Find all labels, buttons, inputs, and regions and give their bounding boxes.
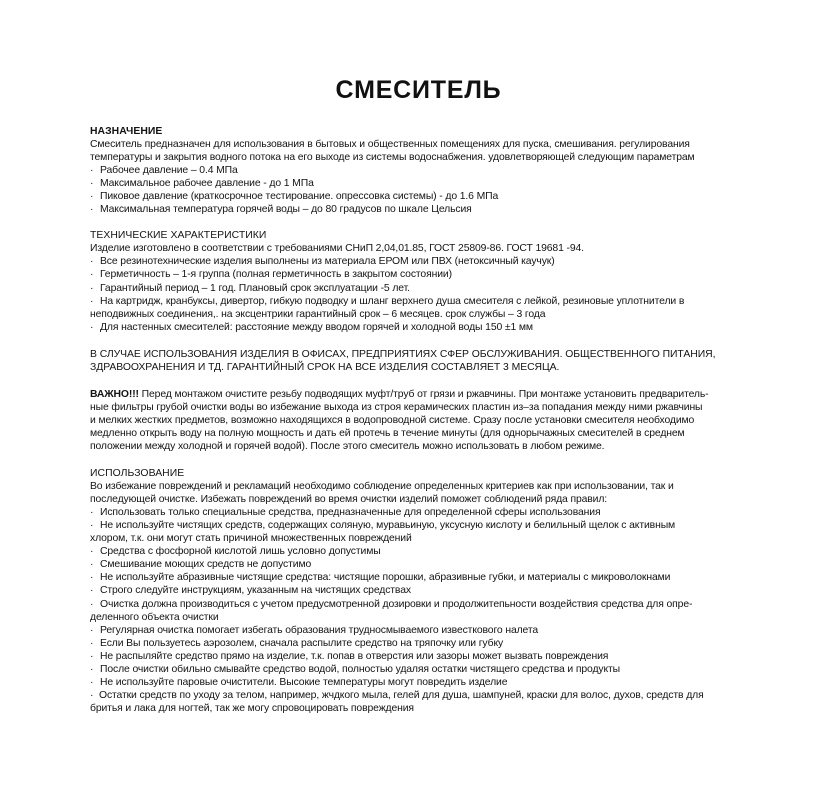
- page-title: СМЕСИТЕЛЬ: [335, 76, 502, 104]
- section-specs: [90, 229, 750, 333]
- list-item-text: Для настенных смесителей: расстояние между вводом горячей и холодной воды 150 ±1 мм: [100, 321, 533, 333]
- spacer: [90, 216, 750, 229]
- list-item-text: Использовать только специальные средства, предназначенные для определенной сферы использования: [100, 507, 601, 519]
- bullet-marker: ·: [90, 572, 94, 584]
- important-notice-line-5: положении между холодной и горячей водой). После этого смеситель можно использовать в любом режиме.: [90, 440, 605, 452]
- bullet-marker: ·: [90, 256, 94, 268]
- section-commercial-notice: [90, 348, 750, 374]
- list-item-text: Максимальное рабочее давление - до 1 МПа: [100, 178, 314, 190]
- list-item: [90, 689, 750, 702]
- list-item-text: Средства с фосфорной кислотой лишь условно допустимы: [100, 546, 381, 558]
- purpose-intro-line-2: температуры и закрытия водного потока на его выходе из системы водоснабжения. удовлетворяющей следующим параметрам: [90, 152, 695, 164]
- important-label: ВАЖНО!!!: [90, 388, 139, 400]
- list-item-text: Пиковое давление (краткосрочное тестирование. опрессовка системы) - до 1.6 МПа: [100, 191, 499, 203]
- bullet-marker: ·: [90, 165, 94, 177]
- list-item-text: Герметичность – 1-я группа (полная герметичность в закрытом состоянии): [100, 269, 452, 281]
- bullet-marker: ·: [90, 676, 94, 688]
- commercial-notice-line-2: ЗДРАВООХРАНЕНИЯ И ТД. ГАРАНТИЙНЫЙ СРОК НА ВСЕ ИЗДЕЛИЯ СОСТАВЛЯЕТ 3 МЕСЯЦА.: [90, 361, 560, 373]
- list-item-text: Не используйте чистящих средств, содержащих соляную, муравьиную, уксусную кислоту и белильный щелок с активным: [100, 520, 676, 532]
- specs-bullet-list: [90, 255, 750, 307]
- purpose-intro-line-1: Смеситель предназначен для использования в бытовых и общественных помещениях для пуска, смешивания. регулирования: [90, 139, 690, 151]
- bullet-marker: ·: [90, 204, 94, 216]
- important-notice-line-3: и мелких жестких предметов, возможно находящихся в водопроводной системе. Сразу после установки смесителя необходимо: [90, 414, 695, 426]
- bullet-marker: ·: [90, 269, 94, 281]
- list-item: [90, 295, 750, 308]
- bullet-marker: ·: [90, 282, 94, 294]
- important-notice-line-4: медленно открыть воду на полную мощность и дать ей протечь в течение минуты (для однорычажных смесителей в среднем: [90, 427, 685, 439]
- list-item: [90, 506, 750, 519]
- list-item: [90, 676, 750, 689]
- list-item: [90, 571, 750, 584]
- list-item: [90, 282, 750, 295]
- list-item: [90, 584, 750, 597]
- list-item-text: Если Вы пользуетесь аэрозолем, сначала распылите средство на тряпочку или губку: [100, 637, 504, 649]
- list-item-text: Не распыляйте средство прямо на изделие, т.к. попав в отверстия или зазоры может вызвать повреждения: [100, 650, 609, 662]
- section-usage: [90, 467, 750, 715]
- list-item: [90, 268, 750, 281]
- important-notice-line-1-text: Перед монтажом очистите резьбу подводящих муфт/труб от грязи и ржавчины. При монтаже установить предваритель-: [138, 388, 709, 400]
- commercial-notice-line-1: В СЛУЧАЕ ИСПОЛЬЗОВАНИЯ ИЗДЕЛИЯ В ОФИСАХ, ПРЕДПРИЯТИЯХ СФЕР ОБСЛУЖИВАНИЯ. ОБЩЕСТВЕННОГО ПИТАНИЯ,: [90, 348, 716, 360]
- bullet-marker: ·: [90, 585, 94, 597]
- spacer: [90, 453, 750, 467]
- list-item: [90, 321, 750, 334]
- list-item-text: Смешивание моющих средств не допустимо: [100, 559, 312, 571]
- specs-cartridge-line-2: неподвижных соединения,. на эксцентрики гарантийный срок – 6 месяцев. срок службы – 3 года: [90, 308, 546, 320]
- list-item: [90, 598, 750, 611]
- list-item: [90, 177, 750, 190]
- bullet-marker: ·: [90, 295, 94, 307]
- section-important-notice: [90, 388, 750, 453]
- important-notice-line-2: ные фильтры грубой очистки воды во избежание выхода из строя керамических пластин из–за попадания между ними ржавчины: [90, 401, 703, 413]
- bullet-marker: ·: [90, 624, 94, 636]
- usage-rule-12-continuation: бритья и лака для ногтей, так же могу спровоцировать повреждения: [90, 702, 414, 714]
- spacer: [90, 334, 750, 348]
- list-item-text: Все резинотехнические изделия выполнены из материала ЕРОМ или ПВХ (нетоксичный каучук): [100, 256, 555, 268]
- bullet-marker: ·: [90, 191, 94, 203]
- bullet-marker: ·: [90, 689, 94, 701]
- bullet-marker: ·: [90, 321, 94, 333]
- list-item-text: Остатки средств по уходу за телом, например, жчдкого мыла, гелей для душа, шампуней, краски для волос, духов, средств для: [99, 689, 704, 701]
- specs-intro: Изделие изготовлено в соответствии с требованиями СНиП 2,04,01.85, ГОСТ 25809-86. ГОСТ 19681 -94.: [90, 243, 584, 255]
- bullet-marker: ·: [90, 178, 94, 190]
- bullet-marker: ·: [90, 520, 94, 532]
- section-purpose: [90, 125, 750, 216]
- list-item: [90, 663, 750, 676]
- list-item: [90, 650, 750, 663]
- usage-rules-list: [90, 506, 750, 532]
- specs-heading: ТЕХНИЧЕСКИЕ ХАРАКТЕРИСТИКИ: [90, 230, 267, 242]
- bullet-marker: ·: [90, 637, 94, 649]
- usage-intro-line-2: последующей очистке. Избежать повреждений во время очистки изделий поможет соблюдений ряда правил:: [90, 494, 608, 506]
- usage-rules-list-2: [90, 545, 750, 610]
- list-item: [90, 545, 750, 558]
- bullet-marker: ·: [90, 507, 94, 519]
- list-item-text: Максимальная температура горячей воды – до 80 градусов по шкале Цельсия: [100, 204, 472, 216]
- usage-rule-6-continuation: деленного объекта очистки: [90, 611, 219, 623]
- list-item-text: Рабочее давление – 0.4 МПа: [100, 165, 238, 177]
- purpose-bullet-list: [90, 164, 750, 216]
- usage-rules-list-3: [90, 624, 750, 702]
- bullet-marker: ·: [90, 663, 94, 675]
- list-item: [90, 624, 750, 637]
- bullet-marker: ·: [90, 650, 94, 662]
- list-item-text: На картридж, кранбуксы, дивертор, гибкую подводку и шланг верхнего душа смесителя с лейкой, резиновые уплотнители в: [100, 295, 685, 307]
- usage-heading: ИСПОЛЬЗОВАНИЕ: [90, 468, 185, 480]
- document-body: [90, 125, 750, 715]
- spacer: [90, 374, 750, 388]
- important-notice-line-1: [90, 388, 750, 401]
- usage-intro-line-1: Во избежание повреждений и рекламаций необходимо соблюдение определенных критериев как при использовании, так и: [90, 481, 674, 493]
- list-item-text: Очистка должна производиться с учетом предусмотренной дозировки и продолжитепьности воздействия средства для опре-: [100, 598, 693, 610]
- list-item: [90, 637, 750, 650]
- list-item-text: После очистки обильно смывайте средство водой, полностью удаляя остатки чистящего средства и продукты: [100, 663, 621, 675]
- bullet-marker: ·: [90, 559, 94, 571]
- list-item: [90, 190, 750, 203]
- list-item-text: Гарантийный период – 1 год. Плановый срок эксплуатации -5 лет.: [100, 282, 410, 294]
- purpose-heading: НАЗНАЧЕНИЕ: [90, 126, 163, 137]
- usage-rule-1-continuation: хлором, т.к. они могут стать причиной множественных повреждений: [90, 533, 412, 545]
- list-item: [90, 203, 750, 216]
- list-item: [90, 558, 750, 571]
- list-item: [90, 164, 750, 177]
- list-item-text: Строго следуйте инструкциям, указанным на чистящих средствах: [100, 585, 411, 597]
- list-item: [90, 519, 750, 532]
- list-item: [90, 255, 750, 268]
- list-item-text: Не используйте паровые очистители. Высокие температуры могут повредить изделие: [100, 676, 508, 688]
- bullet-marker: ·: [90, 546, 94, 558]
- list-item-text: Регулярная очистка помогает избегать образования трудносмываемого известкового налета: [100, 624, 539, 636]
- specs-wall-mount-list: [90, 321, 750, 334]
- bullet-marker: ·: [90, 598, 94, 610]
- list-item-text: Не используйте абразивные чистящие средства: чистящие порошки, абразивные губки, и материалы с микроволокнами: [100, 572, 671, 584]
